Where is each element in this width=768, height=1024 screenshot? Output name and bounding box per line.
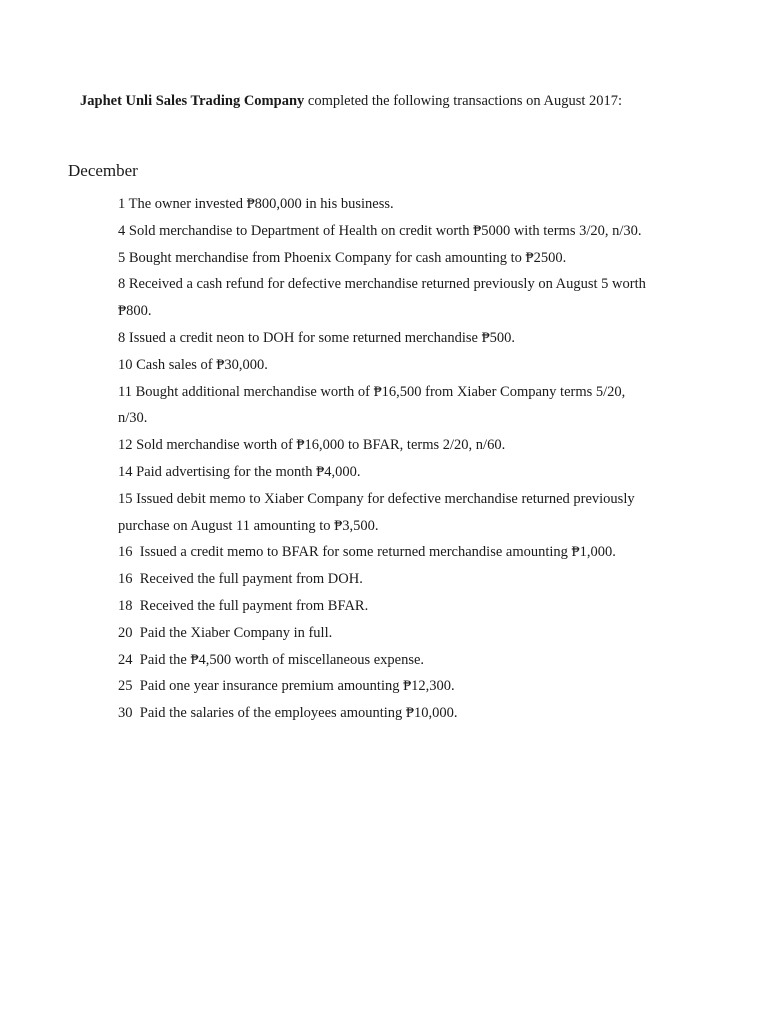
transaction-line: 1 The owner invested ₱800,000 in his business. bbox=[118, 196, 394, 212]
company-name: Japhet Unli Sales Trading Company bbox=[80, 93, 305, 109]
transaction-line: n/30. bbox=[118, 410, 148, 427]
transaction-line: 25 Paid one year insurance premium amounting ₱12,300. bbox=[118, 678, 455, 695]
transaction-line: 5 Bought merchandise from Phoenix Company for cash amounting to ₱2500. bbox=[118, 249, 567, 266]
transaction-list bbox=[118, 191, 688, 727]
transaction-line: 16 Received the full payment from DOH. bbox=[118, 571, 363, 588]
transaction-line: purchase on August 11 amounting to ₱3,500. bbox=[118, 517, 379, 534]
intro-paragraph bbox=[80, 93, 622, 110]
transaction-line: 30 Paid the salaries of the employees amounting ₱10,000. bbox=[118, 705, 458, 722]
transaction-line: 20 Paid the Xiaber Company in full. bbox=[118, 624, 333, 641]
transaction-line: 8 Received a cash refund for defective merchandise returned previously on August 5 worth bbox=[118, 276, 646, 293]
transaction-line: 16 Issued a credit memo to BFAR for some returned merchandise amounting ₱1,000. bbox=[118, 544, 616, 561]
transaction-line: 18 Received the full payment from BFAR. bbox=[118, 597, 369, 614]
transaction-line: 8 Issued a credit neon to DOH for some returned merchandise ₱500. bbox=[118, 329, 516, 346]
transaction-line: 15 Issued debit memo to Xiaber Company for defective merchandise returned previously bbox=[118, 490, 635, 507]
transaction-line: 10 Cash sales of ₱30,000. bbox=[118, 356, 268, 373]
transaction-line: ₱800. bbox=[118, 303, 152, 320]
month-heading: December bbox=[68, 161, 138, 180]
transaction-line: 4 Sold merchandise to Department of Health on credit worth ₱5000 with terms 3/20, n/30. bbox=[118, 222, 642, 239]
transaction-line: 12 Sold merchandise worth of ₱16,000 to BFAR, terms 2/20, n/60. bbox=[118, 437, 506, 454]
transaction-line: 14 Paid advertising for the month ₱4,000. bbox=[118, 463, 361, 480]
transaction-line: 11 Bought additional merchandise worth of ₱16,500 from Xiaber Company terms 5/20, bbox=[118, 383, 626, 400]
intro-text: completed the following transactions on August 2017: bbox=[304, 93, 623, 109]
transaction-line: 24 Paid the ₱4,500 worth of miscellaneous expense. bbox=[118, 651, 425, 668]
